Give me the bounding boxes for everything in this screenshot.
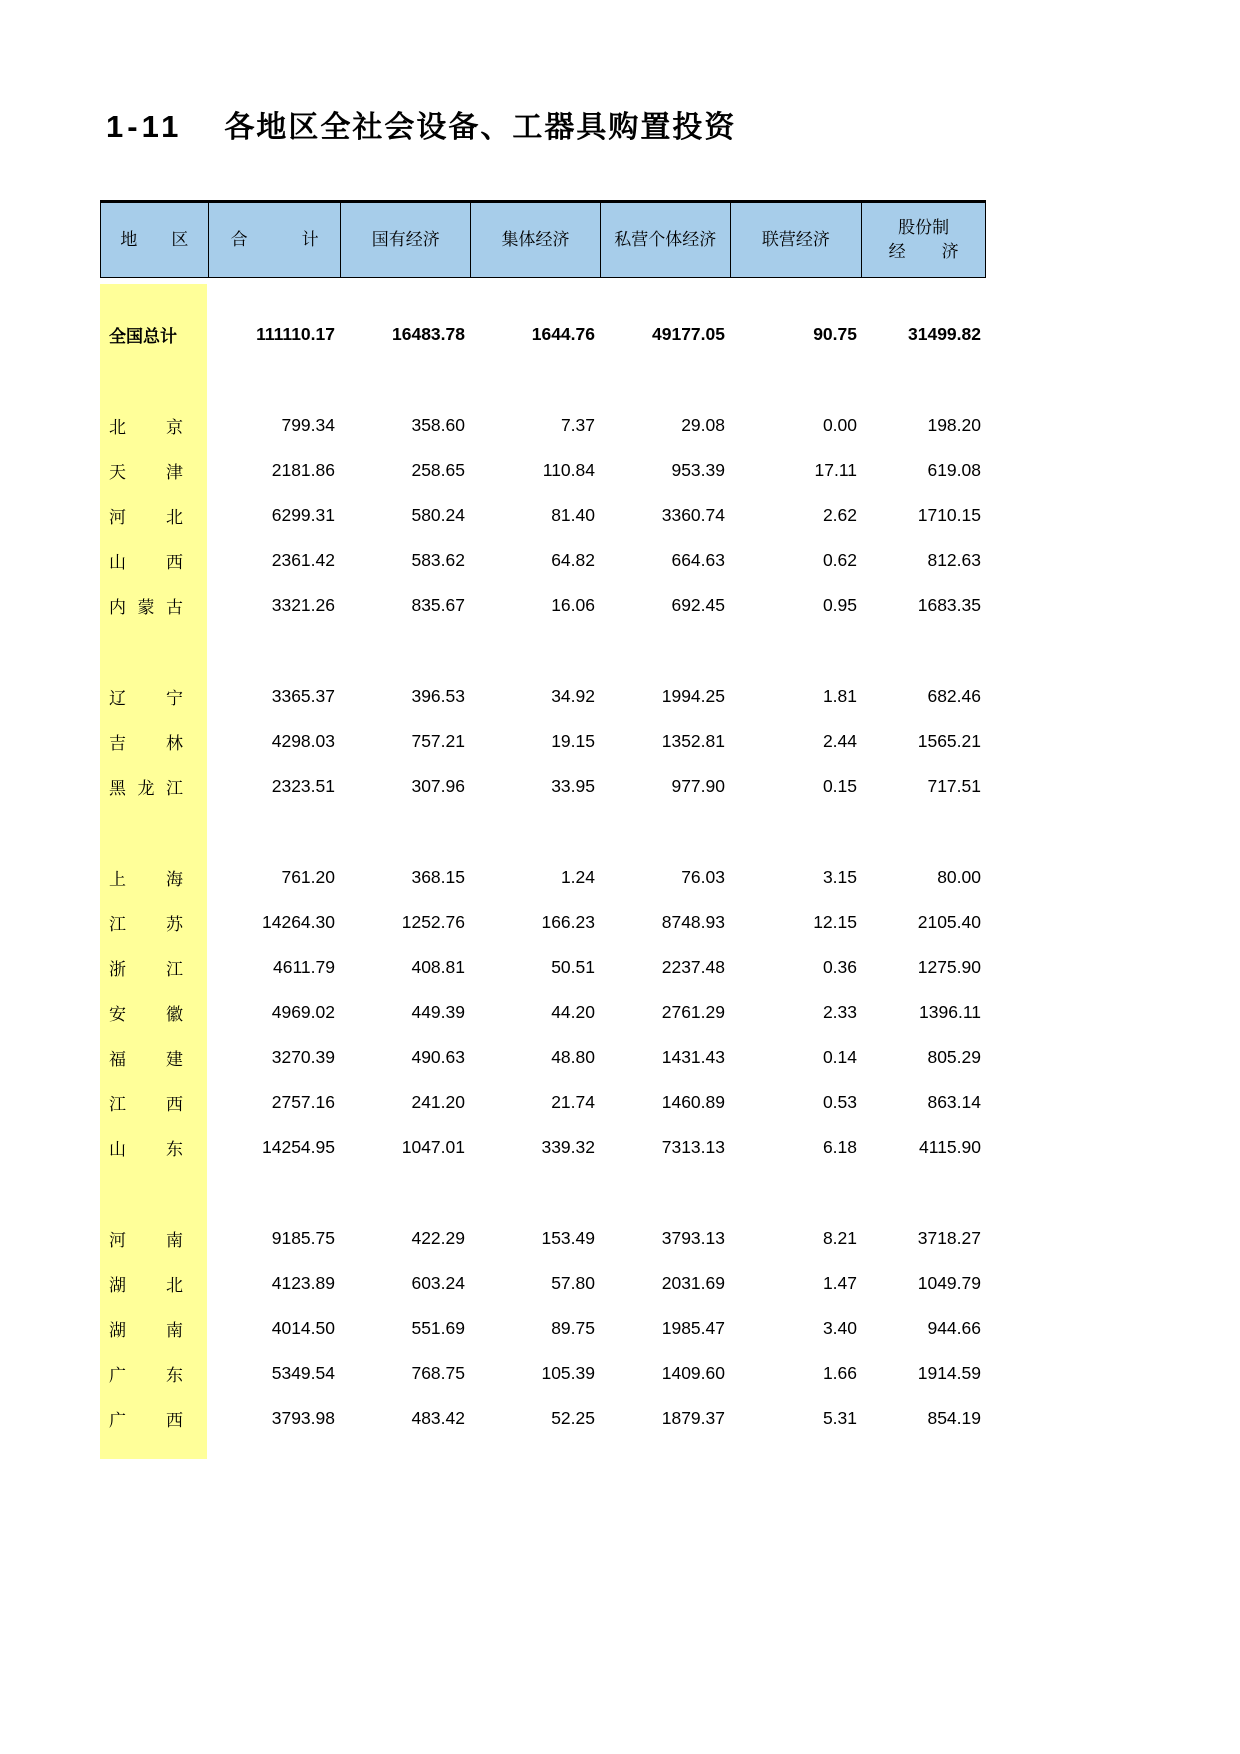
value-cell: 408.81	[411, 957, 465, 977]
value-cell: 449.39	[411, 1002, 465, 1022]
value-cell: 3270.39	[271, 1047, 335, 1067]
region-name: 湖南	[109, 1321, 183, 1340]
table-title: 各地区全社会设备、工器具购置投资	[224, 111, 737, 144]
value-cell: 396.53	[411, 686, 465, 706]
value-cell: 3.40	[822, 1318, 857, 1338]
value-cell: 0.14	[822, 1047, 857, 1067]
value-cell: 0.15	[822, 776, 857, 796]
value-cell: 110.84	[542, 460, 595, 480]
value-cell: 1.66	[822, 1363, 857, 1383]
value-cell: 799.34	[281, 415, 335, 435]
table-number: 1-11	[106, 109, 183, 144]
value-cell: 422.29	[411, 1228, 465, 1248]
value-cell: 14264.30	[262, 912, 335, 932]
region-name: 山东	[109, 1140, 183, 1159]
value-cell: 1985.47	[661, 1318, 725, 1338]
value-cell: 835.67	[411, 595, 465, 615]
region-cell	[100, 1080, 207, 1125]
value-cell: 8.21	[822, 1228, 857, 1248]
value-cell: 31499.82	[908, 324, 981, 344]
region-cell	[100, 855, 207, 900]
value-cell: 1460.89	[661, 1092, 725, 1112]
region-cell	[100, 448, 207, 493]
value-cell: 953.39	[671, 460, 725, 480]
region-cell	[100, 403, 207, 448]
region-name: 广西	[109, 1411, 183, 1430]
value-cell: 664.63	[671, 550, 725, 570]
value-cell: 6299.31	[271, 505, 335, 525]
region-cell	[100, 583, 207, 628]
region-name: 天津	[109, 463, 183, 482]
value-cell: 1565.21	[917, 731, 981, 751]
value-cell: 358.60	[411, 415, 465, 435]
value-cell: 2761.29	[661, 1002, 725, 1022]
value-cell: 80.00	[937, 867, 981, 887]
table-row	[100, 719, 986, 764]
region-cell	[100, 1396, 207, 1441]
table-row	[100, 1035, 986, 1080]
table-row	[100, 493, 986, 538]
value-cell: 682.46	[927, 686, 981, 706]
value-cell: 3.15	[822, 867, 857, 887]
value-cell: 6.18	[822, 1137, 857, 1157]
value-cell: 4298.03	[271, 731, 335, 751]
table-body	[100, 284, 986, 1459]
value-cell: 761.20	[281, 867, 335, 887]
value-cell: 619.08	[927, 460, 981, 480]
value-cell: 166.23	[541, 912, 595, 932]
table-row	[100, 312, 986, 357]
value-cell: 2361.42	[271, 550, 335, 570]
value-cell: 0.95	[822, 595, 857, 615]
value-cell: 805.29	[927, 1047, 981, 1067]
value-cell: 2237.48	[661, 957, 725, 977]
value-cell: 57.80	[551, 1273, 595, 1293]
value-cell: 977.90	[671, 776, 725, 796]
value-cell: 111110.17	[256, 324, 335, 344]
value-cell: 4123.89	[271, 1273, 335, 1293]
table-row	[100, 403, 986, 448]
region-cell	[100, 1125, 207, 1170]
region-cell	[100, 945, 207, 990]
region-column-fill	[100, 357, 207, 403]
header-joint: 联营经济	[730, 203, 862, 277]
value-cell: 17.11	[814, 460, 857, 480]
table-row	[100, 945, 986, 990]
value-cell: 368.15	[411, 867, 465, 887]
value-cell: 3360.74	[661, 505, 725, 525]
value-cell: 1994.25	[661, 686, 725, 706]
value-cell: 5349.54	[271, 1363, 335, 1383]
table-row	[100, 990, 986, 1035]
region-column-fill	[100, 809, 207, 855]
table-row	[100, 448, 986, 493]
value-cell: 5.31	[822, 1408, 857, 1428]
value-cell: 241.20	[411, 1092, 465, 1112]
region-name: 北京	[109, 418, 183, 437]
value-cell: 76.03	[681, 867, 725, 887]
table-row	[100, 538, 986, 583]
header-shareholding: 股份制 经济	[861, 203, 985, 277]
table-row	[100, 1261, 986, 1306]
spacer-row	[100, 1441, 986, 1459]
value-cell: 1.24	[560, 867, 595, 887]
table-row	[100, 1216, 986, 1261]
value-cell: 34.92	[551, 686, 595, 706]
value-cell: 153.49	[541, 1228, 595, 1248]
value-cell: 1352.81	[661, 731, 725, 751]
value-cell: 258.65	[411, 460, 465, 480]
value-cell: 1275.90	[917, 957, 981, 977]
region-name: 内蒙古	[109, 598, 183, 617]
value-cell: 944.66	[927, 1318, 981, 1338]
region-column-fill	[100, 284, 207, 312]
value-cell: 2181.86	[271, 460, 335, 480]
value-cell: 583.62	[411, 550, 465, 570]
page-title	[106, 102, 736, 146]
table-row	[100, 674, 986, 719]
value-cell: 105.39	[541, 1363, 595, 1383]
value-cell: 812.63	[927, 550, 981, 570]
region-name: 河南	[109, 1231, 183, 1250]
value-cell: 49177.05	[652, 324, 725, 344]
spacer-row	[100, 1170, 986, 1216]
region-cell	[100, 1261, 207, 1306]
value-cell: 81.40	[551, 505, 595, 525]
region-cell	[100, 1351, 207, 1396]
region-cell	[100, 312, 207, 357]
value-cell: 12.15	[813, 912, 857, 932]
value-cell: 8748.93	[661, 912, 725, 932]
value-cell: 89.75	[551, 1318, 595, 1338]
value-cell: 551.69	[411, 1318, 465, 1338]
region-name: 浙江	[109, 960, 183, 979]
spacer-row	[100, 284, 986, 312]
region-name: 湖北	[109, 1276, 183, 1295]
table-header-row	[100, 200, 986, 278]
value-cell: 307.96	[411, 776, 465, 796]
value-cell: 16483.78	[392, 324, 465, 344]
header-region: 地区	[120, 230, 189, 249]
region-cell	[100, 538, 207, 583]
value-cell: 3718.27	[917, 1228, 981, 1248]
value-cell: 603.24	[411, 1273, 465, 1293]
header-total: 合计	[208, 203, 341, 277]
header-private-individual: 私营个体经济	[600, 203, 730, 277]
value-cell: 1252.76	[401, 912, 465, 932]
value-cell: 29.08	[681, 415, 725, 435]
value-cell: 4014.50	[271, 1318, 335, 1338]
value-cell: 50.51	[551, 957, 595, 977]
region-cell	[100, 674, 207, 719]
region-name: 广东	[109, 1366, 183, 1385]
region-name: 辽宁	[109, 689, 183, 708]
value-cell: 1683.35	[917, 595, 981, 615]
region-cell	[100, 493, 207, 538]
value-cell: 1431.43	[661, 1047, 725, 1067]
value-cell: 3365.37	[271, 686, 335, 706]
spacer-row	[100, 357, 986, 403]
value-cell: 19.15	[551, 731, 595, 751]
value-cell: 490.63	[411, 1047, 465, 1067]
value-cell: 0.53	[822, 1092, 857, 1112]
table-row	[100, 1080, 986, 1125]
value-cell: 9185.75	[271, 1228, 335, 1248]
value-cell: 692.45	[671, 595, 725, 615]
value-cell: 1409.60	[661, 1363, 725, 1383]
value-cell: 3793.98	[271, 1408, 335, 1428]
value-cell: 1914.59	[917, 1363, 981, 1383]
table-row	[100, 855, 986, 900]
region-name: 上海	[109, 870, 183, 889]
region-column-fill	[100, 1441, 207, 1459]
value-cell: 768.75	[411, 1363, 465, 1383]
value-cell: 4115.90	[919, 1137, 981, 1157]
value-cell: 1049.79	[917, 1273, 981, 1293]
value-cell: 1644.76	[531, 324, 595, 344]
region-cell	[100, 719, 207, 764]
region-cell	[100, 1216, 207, 1261]
region-name: 河北	[109, 508, 183, 527]
value-cell: 2.33	[822, 1002, 857, 1022]
value-cell: 2031.69	[661, 1273, 725, 1293]
region-name: 全国总计	[109, 327, 177, 346]
value-cell: 14254.95	[262, 1137, 335, 1157]
value-cell: 44.20	[551, 1002, 595, 1022]
table-row	[100, 1306, 986, 1351]
value-cell: 854.19	[927, 1408, 981, 1428]
value-cell: 0.36	[822, 957, 857, 977]
value-cell: 1396.11	[919, 1002, 981, 1022]
header-state-owned: 国有经济	[340, 203, 470, 277]
value-cell: 757.21	[411, 731, 465, 751]
value-cell: 4969.02	[271, 1002, 335, 1022]
value-cell: 7.37	[560, 415, 595, 435]
region-name: 黑龙江	[109, 779, 183, 798]
value-cell: 1047.01	[401, 1137, 465, 1157]
value-cell: 2.44	[822, 731, 857, 751]
table-row	[100, 764, 986, 809]
value-cell: 1.81	[822, 686, 857, 706]
value-cell: 0.00	[822, 415, 857, 435]
value-cell: 339.32	[541, 1137, 595, 1157]
value-cell: 2757.16	[271, 1092, 335, 1112]
region-cell	[100, 900, 207, 945]
value-cell: 580.24	[411, 505, 465, 525]
value-cell: 1.47	[822, 1273, 857, 1293]
region-name: 山西	[109, 553, 183, 572]
header-collective: 集体经济	[470, 203, 600, 277]
value-cell: 2.62	[822, 505, 857, 525]
value-cell: 52.25	[551, 1408, 595, 1428]
value-cell: 64.82	[551, 550, 595, 570]
region-name: 福建	[109, 1050, 183, 1069]
value-cell: 21.74	[551, 1092, 595, 1112]
value-cell: 0.62	[822, 550, 857, 570]
spacer-row	[100, 628, 986, 674]
value-cell: 2105.40	[917, 912, 981, 932]
value-cell: 33.95	[551, 776, 595, 796]
value-cell: 483.42	[411, 1408, 465, 1428]
region-name: 安徽	[109, 1005, 183, 1024]
value-cell: 198.20	[927, 415, 981, 435]
value-cell: 3321.26	[271, 595, 335, 615]
region-cell	[100, 1035, 207, 1080]
value-cell: 863.14	[927, 1092, 981, 1112]
region-name: 吉林	[109, 734, 183, 753]
value-cell: 1710.15	[917, 505, 981, 525]
value-cell: 3793.13	[661, 1228, 725, 1248]
region-name: 江苏	[109, 915, 183, 934]
value-cell: 717.51	[927, 776, 981, 796]
value-cell: 4611.79	[273, 957, 335, 977]
value-cell: 16.06	[551, 595, 595, 615]
region-cell	[100, 990, 207, 1035]
data-table	[100, 200, 986, 1459]
region-cell	[100, 764, 207, 809]
table-row	[100, 1396, 986, 1441]
table-row	[100, 583, 986, 628]
value-cell: 48.80	[551, 1047, 595, 1067]
value-cell: 1879.37	[661, 1408, 725, 1428]
region-column-fill	[100, 628, 207, 674]
table-row	[100, 900, 986, 945]
region-column-fill	[100, 1170, 207, 1216]
value-cell: 90.75	[813, 324, 857, 344]
region-name: 江西	[109, 1095, 183, 1114]
value-cell: 2323.51	[271, 776, 335, 796]
table-row	[100, 1351, 986, 1396]
table-row	[100, 1125, 986, 1170]
value-cell: 7313.13	[661, 1137, 725, 1157]
region-cell	[100, 1306, 207, 1351]
spacer-row	[100, 809, 986, 855]
